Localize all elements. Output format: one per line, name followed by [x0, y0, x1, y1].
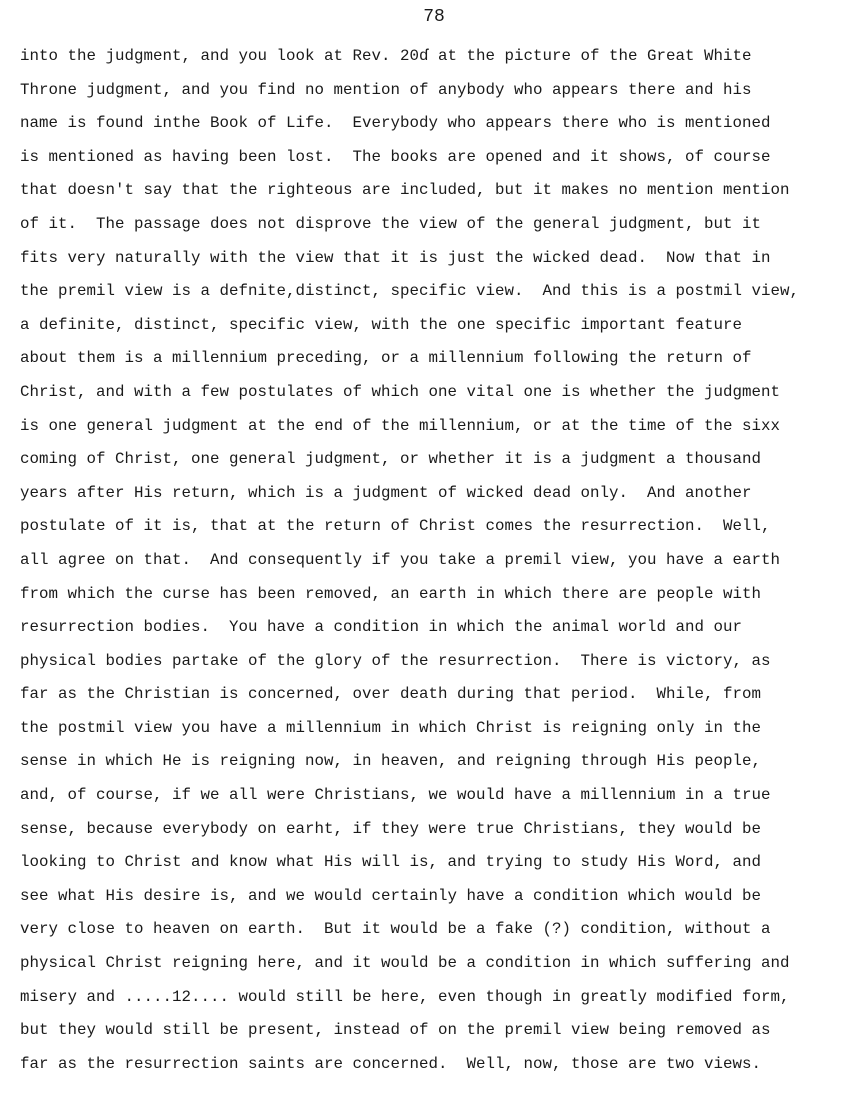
text-line: looking to Christ and know what His will is, and trying to study His Word, and	[20, 853, 761, 872]
text-line: the postmil view you have a millennium in which Christ is reigning only in the	[20, 718, 761, 737]
text-line: about them is a millennium preceding, or a millennium following the return of	[20, 349, 752, 368]
text-line: far as the Christian is concerned, over death during that period. While, from	[20, 685, 761, 704]
text-line: Christ, and with a few postulates of which one vital one is whether the judgment	[20, 382, 780, 401]
text-line: sense, because everybody on earht, if they were true Christians, they would be	[20, 819, 761, 838]
text-line: into the judgment, and you look at Rev. 20ɗ at the picture of the Great White	[20, 47, 752, 65]
text-line: the premil view is a defnite,distinct, specific view. And this is a postmil view,	[20, 282, 799, 301]
text-line: physical Christ reigning here, and it would be a condition in which suffering and	[20, 954, 790, 973]
text-line: that doesn't say that the righteous are included, but it makes no mention mention	[20, 181, 790, 200]
text-line: name is found inthe Book of Life. Everybody who appears there who is mentioned	[20, 114, 771, 133]
text-line: resurrection bodies. You have a condition in which the animal world and our	[20, 618, 742, 637]
text-line: and, of course, if we all were Christians, we would have a millennium in a true	[20, 786, 771, 805]
text-line: of it. The passage does not disprove the view of the general judgment, but it	[20, 214, 761, 233]
text-line: misery and .....12.... would still be here, even though in greatly modified form,	[20, 987, 790, 1006]
page-number: 78	[423, 7, 445, 27]
text-line: is mentioned as having been lost. The books are opened and it shows, of course	[20, 147, 771, 166]
text-line: but they would still be present, instead of on the premil view being removed as	[20, 1021, 771, 1040]
text-line: see what His desire is, and we would certainly have a condition which would be	[20, 886, 761, 905]
text-line: postulate of it is, that at the return of Christ comes the resurrection. Well,	[20, 517, 771, 536]
text-line: fits very naturally with the view that it is just the wicked dead. Now that in	[20, 248, 771, 267]
text-line: sense in which He is reigning now, in heaven, and reigning through His people,	[20, 752, 761, 771]
text-line: coming of Christ, one general judgment, or whether it is a judgment a thousand	[20, 450, 761, 469]
text-line: years after His return, which is a judgment of wicked dead only. And another	[20, 483, 752, 502]
text-line: very close to heaven on earth. But it would be a fake (?) condition, without a	[20, 920, 771, 939]
text-line: Throne judgment, and you find no mention of anybody who appears there and his	[20, 80, 752, 99]
text-line: is one general judgment at the end of the millennium, or at the time of the sixx	[20, 416, 780, 435]
text-line: physical bodies partake of the glory of the resurrection. There is victory, as	[20, 651, 771, 670]
text-line: a definite, distinct, specific view, with the one specific important feature	[20, 315, 742, 334]
text-line: from which the curse has been removed, an earth in which there are people with	[20, 584, 761, 603]
document-body	[20, 40, 840, 1081]
text-line: all agree on that. And consequently if you take a premil view, you have a earth	[20, 550, 780, 569]
text-line: far as the resurrection saints are concerned. Well, now, those are two views.	[20, 1054, 761, 1073]
